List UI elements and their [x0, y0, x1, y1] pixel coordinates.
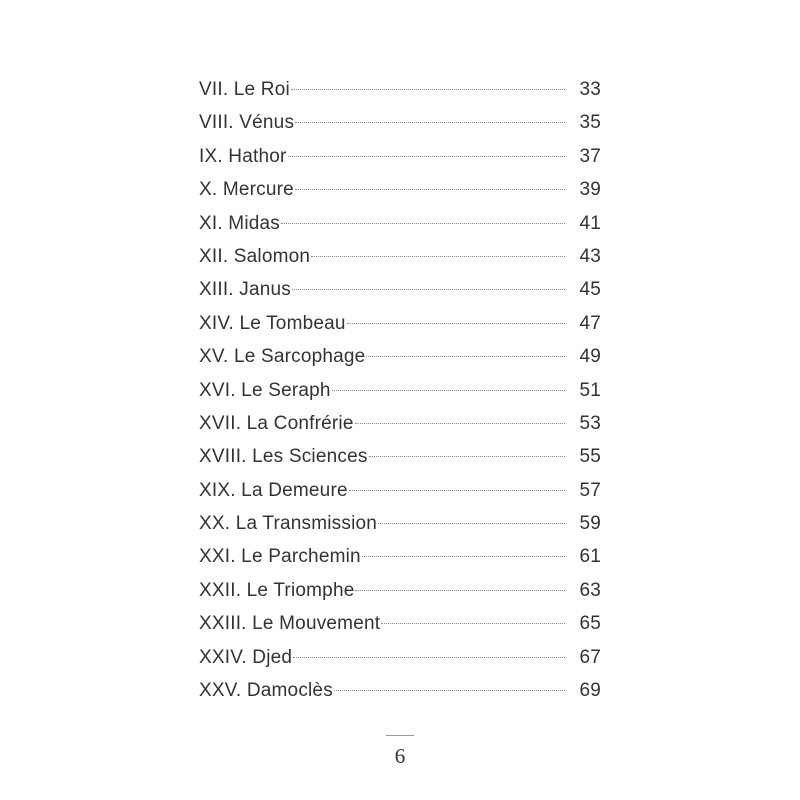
toc-entry-page: 69: [579, 680, 601, 702]
dot-leader: [355, 423, 565, 424]
toc-entry-title: IX. Hathor: [199, 145, 287, 167]
toc-entry-page: 63: [579, 579, 601, 601]
toc-entry: [199, 674, 601, 707]
toc-entry: [199, 273, 601, 306]
toc-entry-title: XI. Midas: [199, 212, 280, 234]
toc-entry: [199, 540, 601, 573]
toc-entry-title: XIV. Le Tombeau: [199, 312, 346, 334]
toc-entry: [199, 407, 601, 440]
toc-entry-title: XIX. La Demeure: [199, 479, 348, 501]
dot-leader: [355, 590, 565, 591]
dot-leader: [369, 456, 565, 457]
dot-leader: [281, 223, 565, 224]
toc-entry-page: 53: [579, 412, 601, 434]
dot-leader: [349, 490, 565, 491]
toc-entry-title: XX. La Transmission: [199, 513, 378, 535]
toc-entry: [199, 340, 601, 373]
dot-leader: [378, 523, 565, 524]
toc-entry-title: XV. Le Sarcophage: [199, 346, 366, 368]
dot-leader: [311, 256, 565, 257]
toc-entry: [199, 73, 601, 106]
toc-entry-page: 39: [579, 179, 601, 201]
toc-entry-title: XXI. Le Parchemin: [199, 546, 361, 568]
toc-entry-page: 59: [579, 513, 601, 535]
toc-entry: [199, 641, 601, 674]
dot-leader: [347, 323, 565, 324]
toc-entry: [199, 440, 601, 473]
toc-entry-page: 55: [579, 446, 601, 468]
toc-entry-page: 47: [579, 312, 601, 334]
toc-entry-title: XVII. La Confrérie: [199, 412, 354, 434]
toc-entry-title: XVIII. Les Sciences: [199, 446, 368, 468]
toc-entry-page: 51: [579, 379, 601, 401]
dot-leader: [334, 690, 565, 691]
table-of-contents: [199, 73, 601, 707]
dot-leader: [366, 356, 565, 357]
toc-entry-page: 43: [579, 245, 601, 267]
toc-entry: [199, 173, 601, 206]
dot-leader: [332, 390, 565, 391]
toc-entry-page: 57: [579, 479, 601, 501]
toc-entry: [199, 207, 601, 240]
dot-leader: [381, 623, 565, 624]
toc-entry: [199, 374, 601, 407]
toc-entry: [199, 474, 601, 507]
toc-entry-page: 49: [579, 346, 601, 368]
toc-entry-title: VIII. Vénus: [199, 112, 295, 134]
toc-entry-title: XXIII. Le Mouvement: [199, 613, 381, 635]
toc-entry: [199, 240, 601, 273]
dot-leader: [295, 122, 565, 123]
toc-entry-title: XXV. Damoclès: [199, 680, 333, 702]
toc-entry-page: 33: [579, 79, 601, 100]
toc-entry: [199, 574, 601, 607]
toc-entry-title: XIII. Janus: [199, 279, 291, 301]
toc-entry-page: 35: [579, 112, 601, 134]
dot-leader: [293, 657, 565, 658]
dot-leader: [288, 156, 565, 157]
toc-entry-page: 45: [579, 279, 601, 301]
toc-entry-page: 37: [579, 145, 601, 167]
toc-entry: [199, 140, 601, 173]
toc-entry: [199, 507, 601, 540]
toc-entry-page: 67: [579, 646, 601, 668]
toc-entry: [199, 607, 601, 640]
page-number: 6: [394, 744, 406, 768]
toc-entry-page: 61: [579, 546, 601, 568]
toc-entry: [199, 307, 601, 340]
folio-rule: [386, 735, 414, 736]
toc-entry-page: 65: [579, 613, 601, 635]
dot-leader: [295, 189, 565, 190]
toc-entry: [199, 106, 601, 139]
dot-leader: [362, 556, 565, 557]
dot-leader: [292, 289, 565, 290]
toc-entry-title: VII. Le Roi: [199, 79, 290, 100]
toc-entry-title: X. Mercure: [199, 179, 294, 201]
toc-entry-title: XVI. Le Seraph: [199, 379, 331, 401]
toc-entry-title: XXIV. Djed: [199, 646, 293, 668]
toc-entry-title: XII. Salomon: [199, 245, 311, 267]
toc-entry-title: XXII. Le Triomphe: [199, 579, 355, 601]
toc-entry-page: 41: [579, 212, 601, 234]
dot-leader: [291, 89, 565, 90]
